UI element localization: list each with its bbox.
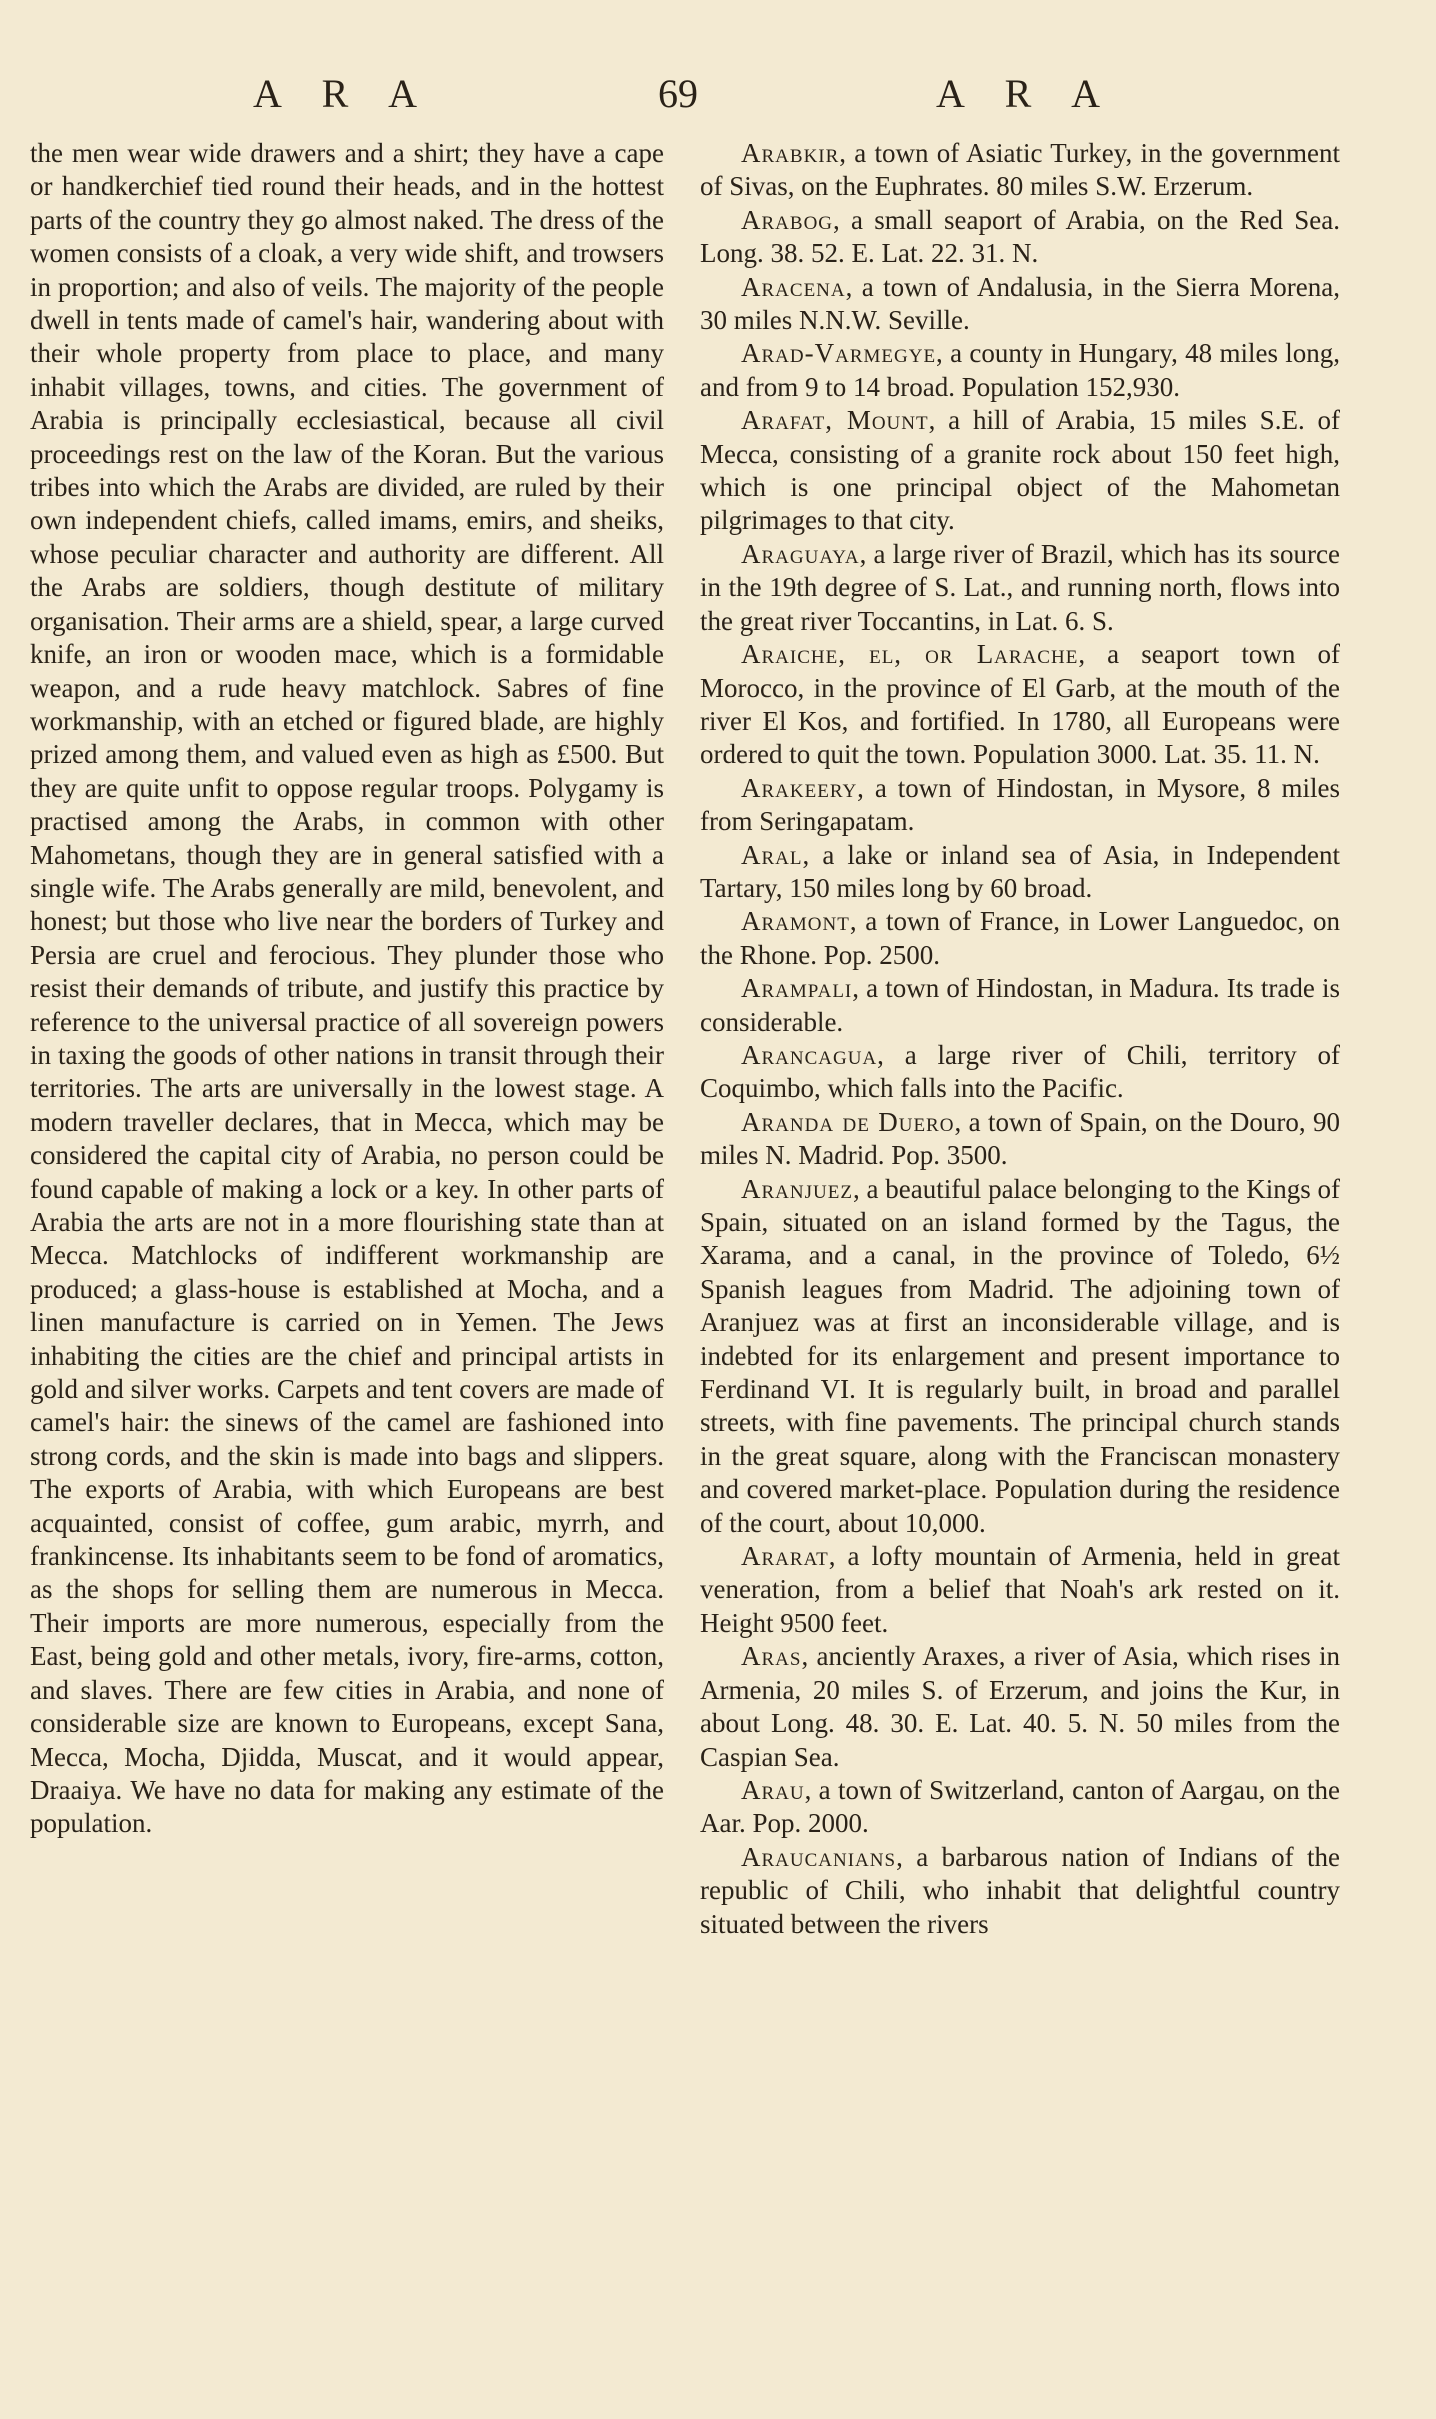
entry-text: , a town of Andalusia, in the Sierra Morena, 30 miles N.N.W. Seville.: [700, 271, 1340, 336]
entry-aral: [700, 839, 1340, 906]
entry-aranda-de-duero: [700, 1106, 1340, 1173]
entry-text: , a town of Asiatic Turkey, in the government of Sivas, on the Euphrates. 80 miles S.W. Erzerum.: [700, 138, 1340, 202]
entry-araiche: [700, 638, 1340, 772]
headword: Arakeery: [741, 772, 858, 803]
entry-text: , a lake or inland sea of Asia, in Independent Tartary, 150 miles long by 60 broad.: [700, 839, 1340, 903]
entry-aracena: [700, 271, 1340, 338]
entry-text: , a lofty mountain of Armenia, held in great veneration, from a belief that Noah's ark rested on it. Height 9500 feet.: [700, 1541, 1340, 1638]
page-number: 69: [658, 71, 698, 116]
entry-arau: [700, 1774, 1340, 1841]
entry-text: , a seaport town of Morocco, in the province of El Garb, at the mouth of the river El Kos, and fortified. In 1780, all Europeans were ordered to quit the town. Population 3000. Lat. 35. 11. N.: [700, 639, 1340, 770]
entry-text: , a town of Switzerland, canton of Aargau, on the Aar. Pop. 2000.: [700, 1774, 1340, 1839]
running-header: [0, 70, 1436, 130]
entry-text: , a town of Hindostan, in Mysore, 8 miles from Seringapatam.: [700, 772, 1340, 837]
headword: Aracena: [741, 271, 846, 302]
headword: Arabkir: [741, 138, 840, 168]
headword: Arad-Varmegye: [741, 338, 937, 369]
header-right-word: A R A: [936, 71, 1101, 116]
entry-text: , a county in Hungary, 48 miles long, and from 9 to 14 broad. Population 152,930.: [700, 338, 1340, 402]
entry-arafat: [700, 404, 1340, 538]
headword: Aranjuez: [741, 1173, 853, 1204]
entry-arancagua: [700, 1039, 1340, 1106]
entry-text: , a small seaport of Arabia, on the Red Sea. Long. 38. 52. E. Lat. 22. 31. N.: [700, 204, 1340, 269]
entry-text: , a barbarous nation of Indians of the republic of Chili, who inhabit that delightful country situated between the rivers: [700, 1841, 1340, 1939]
headword: Aramont: [741, 906, 850, 937]
entry-text: , a town of Hindostan, in Madura. Its trade is considerable.: [700, 973, 1340, 1037]
header-left-word: A R A: [253, 71, 418, 116]
headword: Arafat, Mount: [741, 405, 929, 436]
entry-text: , anciently Araxes, a river of Asia, which rises in Armenia, 20 miles S. of Erzerum, and joins the Kur, in about Long. 48. 30. E. Lat. 40. 5. N. 50 miles from the Caspian Sea.: [700, 1641, 1340, 1772]
entry-arad-varmegye: [700, 337, 1340, 404]
headword: Araguaya: [741, 538, 860, 569]
arabia-continued-paragraph: the men wear wide drawers and a shirt; they have a cape or handkerchief tied round their heads, and in the hottest parts of the country they go almost naked. The dress of the women consists of a cloak, a very wide shift, and trowsers in proportion; and also of veils. The majority of the people dwell in tents made of camel's hair, wandering about with their whole property from place to place, and many inhabit villages, towns, and cities. The government of Arabia is principally ecclesiastical, because all civil proceedings rest on the law of the Koran. But the various tribes into which the Arabs are divided, are ruled by their own independent chiefs, called imams, emirs, and sheiks, whose peculiar character and authority are different. All the Arabs are soldiers, though destitute of military organisation. Their arms are a shield, spear, a large curved knife, an iron or wooden mace, which is a formidable weapon, and a rude heavy matchlock. Sabres of fine workmanship, with an etched or figured blade, are highly prized among them, and valued even as high as £500. But they are quite unfit to oppose regular troops. Polygamy is practised among the Arabs, in common with other Mahometans, though they are in general satisfied with a single wife. The Arabs generally are mild, benevolent, and honest; but those who live near the borders of Turkey and Persia are cruel and ferocious. They plunder those who resist their demands of tribute, and justify this practice by reference to the universal practice of all sovereign powers in taxing the goods of other nations in transit through their territories. The arts are universally in the lowest stage. A modern traveller declares, that in Mecca, which may be considered the capital city of Arabia, no person could be found capable of making a lock or a key. In other parts of Arabia the arts are not in a more flourishing state than at Mecca. Matchlocks of indifferent workmanship are produced; a glass-house is established at Mocha, and a linen manufacture is carried on in Yemen. The Jews inhabiting the cities are the chief and principal artists in gold and silver works. Carpets and tent covers are made of camel's hair: the sinews of the camel are fashioned into strong cords, and the skin is made into bags and slippers. The exports of Arabia, with which Europeans are best acquainted, consist of coffee, gum arabic, myrrh, and frankincense. Its inhabitants seem to be fond of aromatics, as the shops for selling them are numerous in Mecca. Their imports are more numerous, especially from the East, being gold and other metals, ivory, fire-arms, cotton, and slaves. There are few cities in Arabia, and none of considerable size are known to Europeans, except Sana, Mecca, Mocha, Djidda, Muscat, and it would appear, Draaiya. We have no data for making any estimate of the population.: [30, 138, 664, 1839]
entry-arabog: [700, 204, 1340, 271]
entry-aramont: [700, 905, 1340, 972]
entry-text: , a town of France, in Lower Languedoc, on the Rhone. Pop. 2500.: [700, 906, 1340, 970]
headword: Ararat: [741, 1541, 829, 1572]
headword: Aranda de Duero: [741, 1106, 955, 1137]
headword: Aras: [741, 1641, 802, 1672]
entry-text: , a hill of Arabia, 15 miles S.E. of Mecca, consisting of a granite rock about 150 feet high, which is one principal object of the Mahometan pilgrimages to that city.: [700, 405, 1340, 536]
headword: Arau: [741, 1774, 805, 1805]
left-column: [30, 137, 664, 1841]
entry-arabkir: [700, 137, 1340, 204]
entry-araguaya: [700, 538, 1340, 638]
entry-ararat: [700, 1540, 1340, 1640]
entry-araucanians: [700, 1841, 1340, 1941]
entry-text: , a town of Spain, on the Douro, 90 miles N. Madrid. Pop. 3500.: [700, 1106, 1341, 1171]
headword: Arancagua: [741, 1039, 878, 1070]
entry-text: , a large river of Brazil, which has its source in the 19th degree of S. Lat., and running north, flows into the great river Toccantins, in Lat. 6. S.: [700, 538, 1340, 636]
entry-aras: [700, 1640, 1340, 1774]
headword: Araucanians: [741, 1841, 897, 1872]
headword: Arampali: [741, 973, 853, 1004]
entry-text: , a beautiful palace belonging to the Kings of Spain, situated on an island formed by the Tagus, the Xarama, and a canal, in the province of Toledo, 6½ Spanish leagues from Madrid. The adjoining town of Aranjuez was at first an inconsiderable village, and is indebted for its enlargement and present importance to Ferdinand VI. It is regularly built, in broad and parallel streets, with fine pavements. The principal church stands in the great square, along with the Franciscan monastery and covered market-place. Population during the residence of the court, about 10,000.: [700, 1173, 1340, 1538]
entry-aranjuez: [700, 1173, 1340, 1540]
headword: Araiche, el, or Larache: [741, 639, 1079, 670]
entry-text: , a large river of Chili, territory of Coquimbo, which falls into the Pacific.: [700, 1039, 1340, 1104]
headword: Arabog: [741, 204, 834, 235]
entry-arampali: [700, 972, 1340, 1039]
entry-arakeery: [700, 772, 1340, 839]
headword: Aral: [741, 839, 803, 870]
right-column: [700, 137, 1340, 1941]
